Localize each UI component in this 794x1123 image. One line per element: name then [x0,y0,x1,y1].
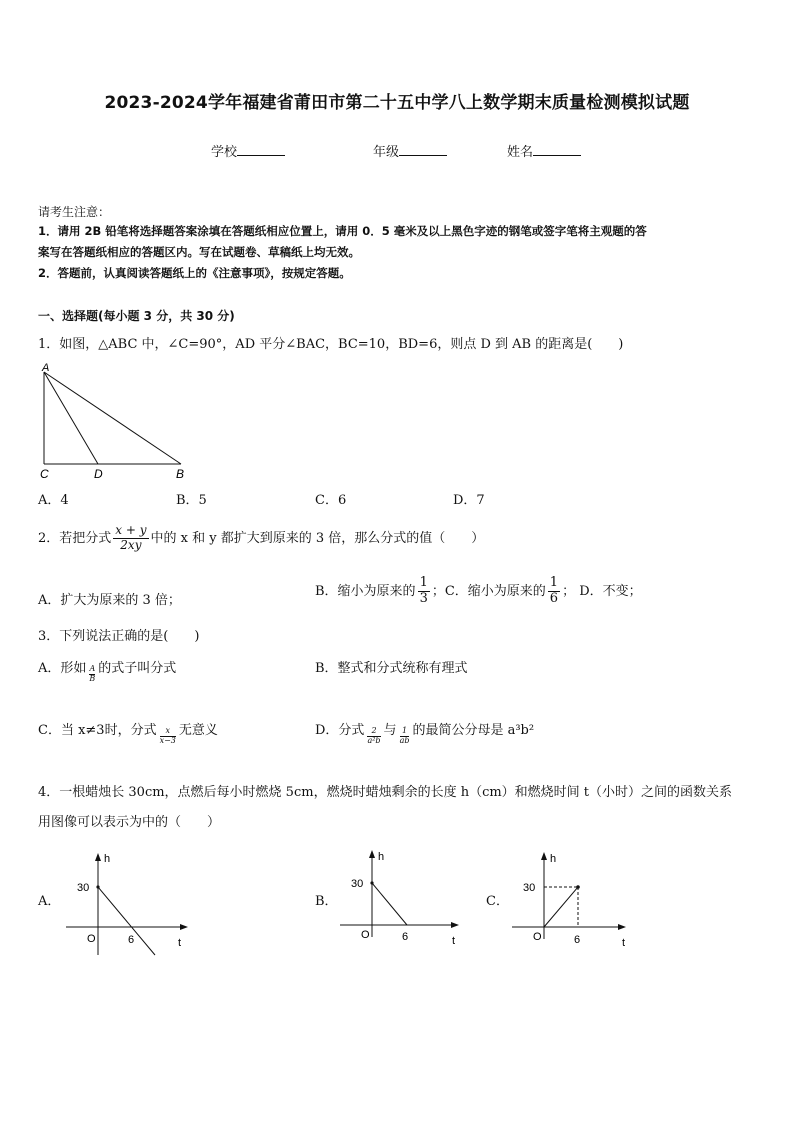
q1-option-a[interactable]: A．4 [38,493,69,508]
q4-c-y-label: h [550,853,557,865]
q4-a-x-label: t [178,937,182,949]
q4-b-origin: O [361,929,370,941]
q3-option-d-f1-den: a²b [367,735,381,745]
q2-stem [38,524,484,553]
q2-option-b-fraction [418,576,430,607]
q1-label-c: C [40,467,49,481]
q3-option-d-prefix: D．分式 [315,723,365,738]
q4-graph-c [512,847,637,952]
q4-option-a-label[interactable]: A． [38,894,61,909]
q2-option-c-fraction [548,576,560,607]
q3-option-d-f1-num: 2 [371,726,377,735]
name-field [507,141,581,160]
q4-graph-a [66,850,196,960]
grade-field [373,141,447,160]
q2-fraction-denominator: 2xy [113,538,148,553]
q2-option-c-num: 1 [549,575,559,590]
q1-stem: 1．如图，△ABC 中，∠C=90°，AD 平分∠BAC，BC=10，BD=6，则点 D 到 AB 的距离是( ) [38,337,624,352]
q3-option-a-prefix: A．形如 [38,661,87,676]
notice-line-1a: 1．请用 2B 铅笔将选择题答案涂填在答题纸相应位置上，请用 0．5 毫米及以上黑色字迹的钢笔或签字笔将主观题的答 [38,224,647,238]
notice-heading: 请考生注意： [38,205,111,219]
page-title: 2023-2024学年福建省莆田市第二十五中学八上数学期末质量检测模拟试题 [104,93,690,113]
q3-option-c-num: x [165,726,170,735]
q2-option-c-den: 6 [549,590,559,606]
name-label: 姓名 [507,145,534,160]
q4-c-origin: O [533,931,542,943]
q3-option-d-fraction-1 [367,727,380,746]
q4-option-c-label[interactable]: C． [486,894,509,909]
q2-fraction [113,524,148,553]
q4-a-origin: O [87,933,96,945]
q3-option-a-num: A [89,664,96,673]
q2-prefix: 2．若把分式 [38,530,112,546]
q2-option-b[interactable]: B．缩小为原来的 [315,583,416,599]
q3-option-d[interactable] [315,719,535,745]
q4-line-2: 用图像可以表示为中的（ ） [38,815,221,830]
q4-b-x-label: t [452,935,456,947]
q1-option-d[interactable]: D．7 [453,493,485,508]
q3-option-d-f2-num: 1 [401,726,408,735]
q3-option-c-den: x−3 [159,735,176,745]
school-label: 学校 [211,145,238,160]
q4-option-b-label[interactable]: B． [315,894,338,909]
q3-option-c[interactable] [38,719,218,745]
q4-graph-b [340,845,470,950]
notice-line-2: 2．答题前，认真阅读答题纸上的《注意事项》，按规定答题。 [38,266,351,280]
name-blank [533,143,581,156]
q4-a-y-tick: 30 [77,882,90,894]
q2-option-d[interactable]: ； D．不变； [562,583,642,599]
q1-option-b[interactable]: B．5 [176,493,207,508]
notice-line-1b: 案写在答题纸相应的答题区内。写在试题卷、草稿纸上均无效。 [38,245,360,259]
q4-a-x-tick: 6 [128,934,135,946]
q1-label-d: D [94,467,103,481]
q3-option-a-fraction [89,665,95,684]
q3-stem: 3．下列说法正确的是( ) [38,629,200,644]
q2-options-bcd [315,576,642,607]
q3-option-b[interactable]: B．整式和分式统称有理式 [315,661,468,676]
q4-c-x-label: t [622,937,626,949]
school-blank [237,143,285,156]
q4-line-1: 4．一根蜡烛长 30cm，点燃后每小时燃烧 5cm，燃烧时蜡烛剩余的长度 h（cm）和燃烧时间 t（小时）之间的函数关系 [38,785,733,800]
q1-label-a: A [42,362,50,374]
q2-option-b-den: 3 [419,590,428,606]
q3-option-d-fraction-2 [400,727,410,746]
q3-option-d-suffix: 的最简公分母是 a³b² [412,723,535,738]
q3-option-a-suffix: 的式子叫分式 [98,661,177,676]
q4-c-y-tick: 30 [523,882,536,894]
q2-option-b-num: 1 [419,575,428,590]
q3-option-a[interactable] [38,657,177,683]
q1-option-c[interactable]: C．6 [315,493,347,508]
q4-b-y-label: h [378,851,385,863]
q3-option-c-prefix: C．当 x≠3时，分式 [38,723,157,738]
q1-triangle-figure [36,362,196,484]
q3-option-d-mid: 与 [383,723,397,738]
q3-option-c-fraction [160,727,176,746]
q2-option-c[interactable]: ；C．缩小为原来的 [431,583,546,599]
q2-option-a[interactable]: A．扩大为原来的 3 倍； [38,593,181,608]
q2-suffix: 中的 x 和 y 都扩大到原来的 3 倍，那么分式的值（ ） [150,530,485,546]
school-field [211,141,285,160]
q4-c-x-tick: 6 [574,934,581,946]
q3-option-d-f2-den: ab [399,735,410,745]
q1-label-b: B [176,467,185,481]
q3-option-a-den: B [89,673,96,683]
grade-label: 年级 [373,145,400,160]
section-heading: 一、选择题(每小题 3 分，共 30 分) [38,309,235,323]
q2-fraction-numerator: x + y [115,523,147,537]
q3-option-c-suffix: 无意义 [178,723,218,738]
q4-a-y-label: h [104,853,111,865]
grade-blank [399,143,447,156]
q4-b-x-tick: 6 [402,931,409,943]
q4-b-y-tick: 30 [351,878,364,890]
